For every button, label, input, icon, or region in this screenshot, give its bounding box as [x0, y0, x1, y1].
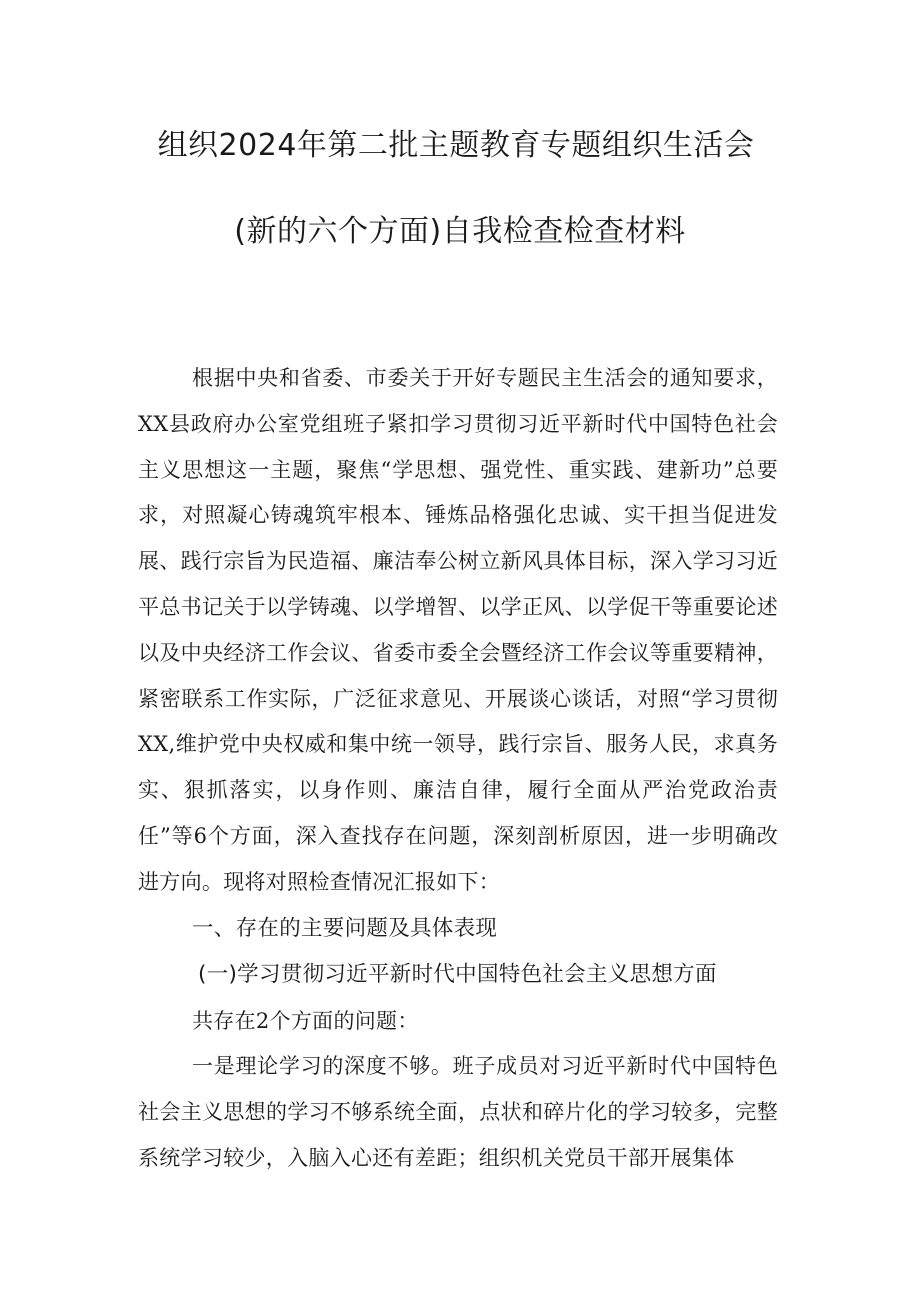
issues-count-line: 共存在2个方面的问题： [192, 1008, 419, 1033]
issue-paragraph: 一是理论学习的深度不够。班子成员对习近平新时代中国特色社会主义思想的学习不够系统全面，点状和碎片化的学习较多，完整系统学习较少，入脑入心还有差距；组织机关党员干部开展集体 [138, 1054, 778, 1170]
subsection-heading: (一)学习贯彻习近平新时代中国特色社会主义思想方面 [198, 961, 717, 987]
document-body [138, 356, 778, 1182]
document-title-line2: (新的六个方面)自我检查检查材料 [234, 214, 686, 249]
document-title-line1: 组织2024年第二批主题教育专题组织生活会 [157, 128, 755, 163]
intro-paragraph: 根据中央和省委、市委关于开好专题民主生活会的通知要求，XX县政府办公室党组班子紧扣学习贯彻习近平新时代中国特色社会主义思想这一主题，聚焦“学思想、强党性、重实践、建新功”总要求，对照凝心铸魂筑牢根本、锤炼品格强化忠诚、实干担当促进发展、践行宗旨为民造福、廉洁奉公树立新风具体目标，深入学习习近平总书记关于以学铸魂、以学增智、以学正风、以学促干等重要论述以及中央经济工作会议、省委市委全会暨经济工作会议等重要精神，紧密联系工作实际，广泛征求意见、开展谈心谈话，对照“学习贯彻XX,维护党中央权威和集中统一领导，践行宗旨、服务人民，求真务实、狠抓落实，以身作则、廉洁自律，履行全面从严治党政治责任”等6个方面，深入查找存在问题，深刻剖析原因，进一步明确改进方向。现将对照检查情况汇报如下： [138, 366, 778, 894]
section-heading: 一、存在的主要问题及具体表现 [192, 915, 498, 941]
